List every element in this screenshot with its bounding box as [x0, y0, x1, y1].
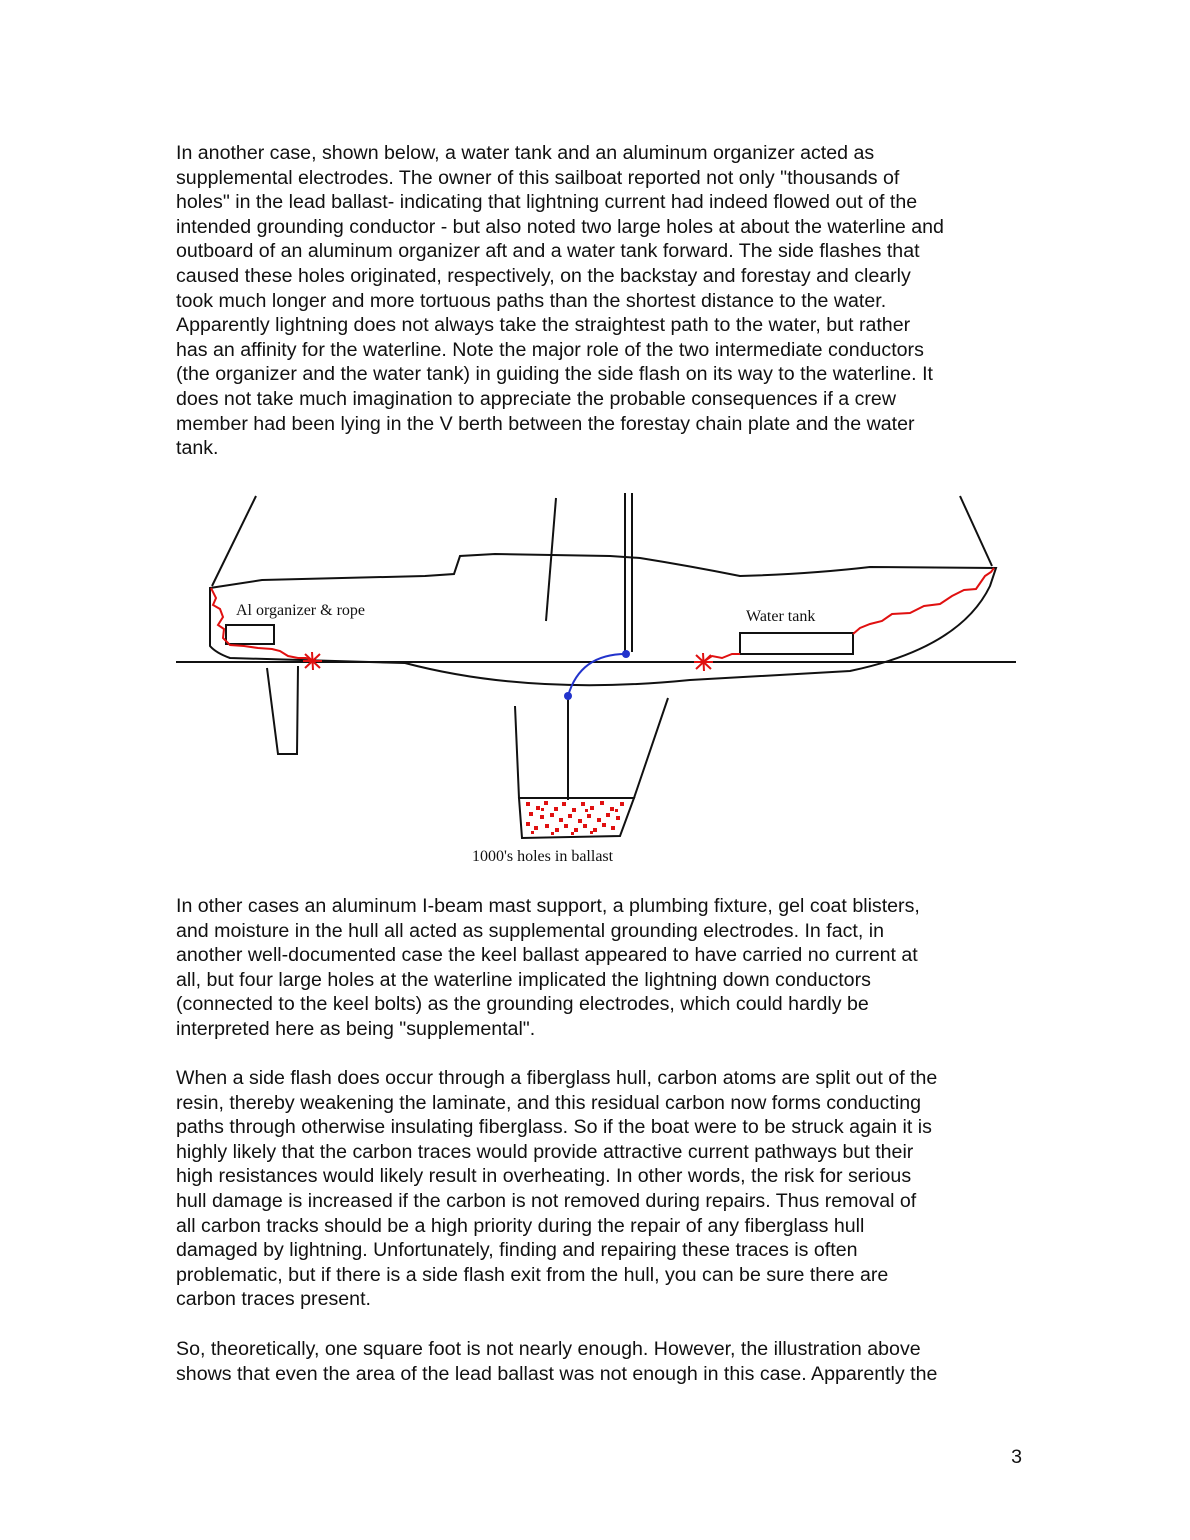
water-tank-box: [740, 633, 853, 654]
text-line: hull damage is increased if the carbon is not removed during repairs. Thus removal of: [176, 1189, 917, 1212]
label-organizer: Al organizer & rope: [236, 602, 365, 619]
text-line: When a side flash does occur through a fiberglass hull, carbon atoms are split out of the: [176, 1067, 938, 1089]
text-line: supplemental electrodes. The owner of this sailboat reported not only "thousands of: [176, 166, 900, 189]
label-ballast: 1000's holes in ballast: [472, 848, 614, 865]
text-line: member had been lying in the V berth between the forestay chain plate and the water: [176, 412, 915, 435]
text-line: (the organizer and the water tank) in guiding the side flash on its way to the waterline. It: [176, 363, 933, 386]
text-line: resin, thereby weakening the laminate, and this residual carbon now forms conducting: [176, 1091, 921, 1114]
text-line: all, but four large holes at the waterline implicated the lightning down conductors: [176, 968, 871, 991]
text-line: has an affinity for the waterline. Note the major role of the two intermediate conductors: [176, 338, 924, 361]
rudder-outline: [267, 666, 298, 754]
label-water-tank: Water tank: [746, 608, 816, 625]
paragraph-water-tank-case: [176, 141, 1026, 461]
text-line: interpreted here as being "supplemental".: [176, 1017, 536, 1040]
organizer-box: [226, 625, 274, 644]
sailboat-side-flash-diagram: [170, 488, 1020, 868]
text-line: intended grounding conductor - but also noted two large holes at about the waterline and: [176, 215, 944, 238]
text-line: all carbon tracks should be a high priority during the repair of any fiberglass hull: [176, 1214, 865, 1237]
text-line: took much longer and more tortuous paths than the shortest distance to the water.: [176, 289, 887, 312]
hull-outline: [210, 554, 996, 685]
mast-to-keel-conductor: [568, 654, 626, 696]
text-line: In other cases an aluminum I-beam mast support, a plumbing fixture, gel coat blisters,: [176, 895, 920, 917]
backstay-line: [212, 496, 256, 586]
text-line: Apparently lightning does not always take the straightest path to the water, but rather: [176, 314, 911, 337]
text-line: In another case, shown below, a water tank and an aluminum organizer acted as: [176, 142, 875, 164]
text-line: So, theoretically, one square foot is not nearly enough. However, the illustration above: [176, 1338, 921, 1360]
aft-hole-burst: [303, 652, 322, 670]
mast-connection-dot: [622, 650, 630, 658]
keel-outline: [515, 698, 668, 798]
text-line: high resistances would likely result in overheating. In other words, the risk for serious: [176, 1165, 912, 1188]
text-line: problematic, but if there is a side flash exit from the hull, you can be sure there are: [176, 1263, 889, 1286]
text-line: (connected to the keel bolts) as the grounding electrodes, which could hardly be: [176, 993, 869, 1016]
text-line: carbon traces present.: [176, 1288, 371, 1311]
paragraph-square-foot: [176, 1337, 1026, 1386]
text-line: and moisture in the hull all acted as supplemental grounding electrodes. In fact, in: [176, 919, 884, 942]
text-line: does not take much imagination to appreciate the probable consequences if a crew: [176, 387, 896, 410]
sail-leech-line: [546, 498, 556, 621]
text-line: another well-documented case the keel ballast appeared to have carried no current at: [176, 944, 918, 967]
text-line: caused these holes originated, respectively, on the backstay and forestay and clearly: [176, 264, 911, 287]
text-line: tank.: [176, 437, 219, 460]
paragraph-carbon-traces: [176, 1066, 1026, 1312]
ballast-holes: [526, 801, 624, 835]
text-line: paths through otherwise insulating fiberglass. So if the boat were to be struck again it is: [176, 1116, 932, 1139]
text-line: highly likely that the carbon traces would provide attractive current pathways but their: [176, 1140, 914, 1163]
text-line: outboard of an aluminum organizer aft and a water tank forward. The side flashes that: [176, 240, 920, 263]
text-line: shows that even the area of the lead ballast was not enough in this case. Apparently the: [176, 1362, 938, 1385]
text-line: holes" in the lead ballast- indicating that lightning current had indeed flowed out of the: [176, 191, 918, 214]
keel-connection-dot: [564, 692, 572, 700]
page-number: 3: [1011, 1446, 1022, 1468]
diagram-svg: [170, 488, 1020, 868]
forestay-line: [960, 496, 992, 566]
text-line: damaged by lightning. Unfortunately, finding and repairing these traces is often: [176, 1239, 858, 1262]
forward-hole-burst: [694, 653, 713, 671]
paragraph-other-cases: [176, 894, 1026, 1042]
